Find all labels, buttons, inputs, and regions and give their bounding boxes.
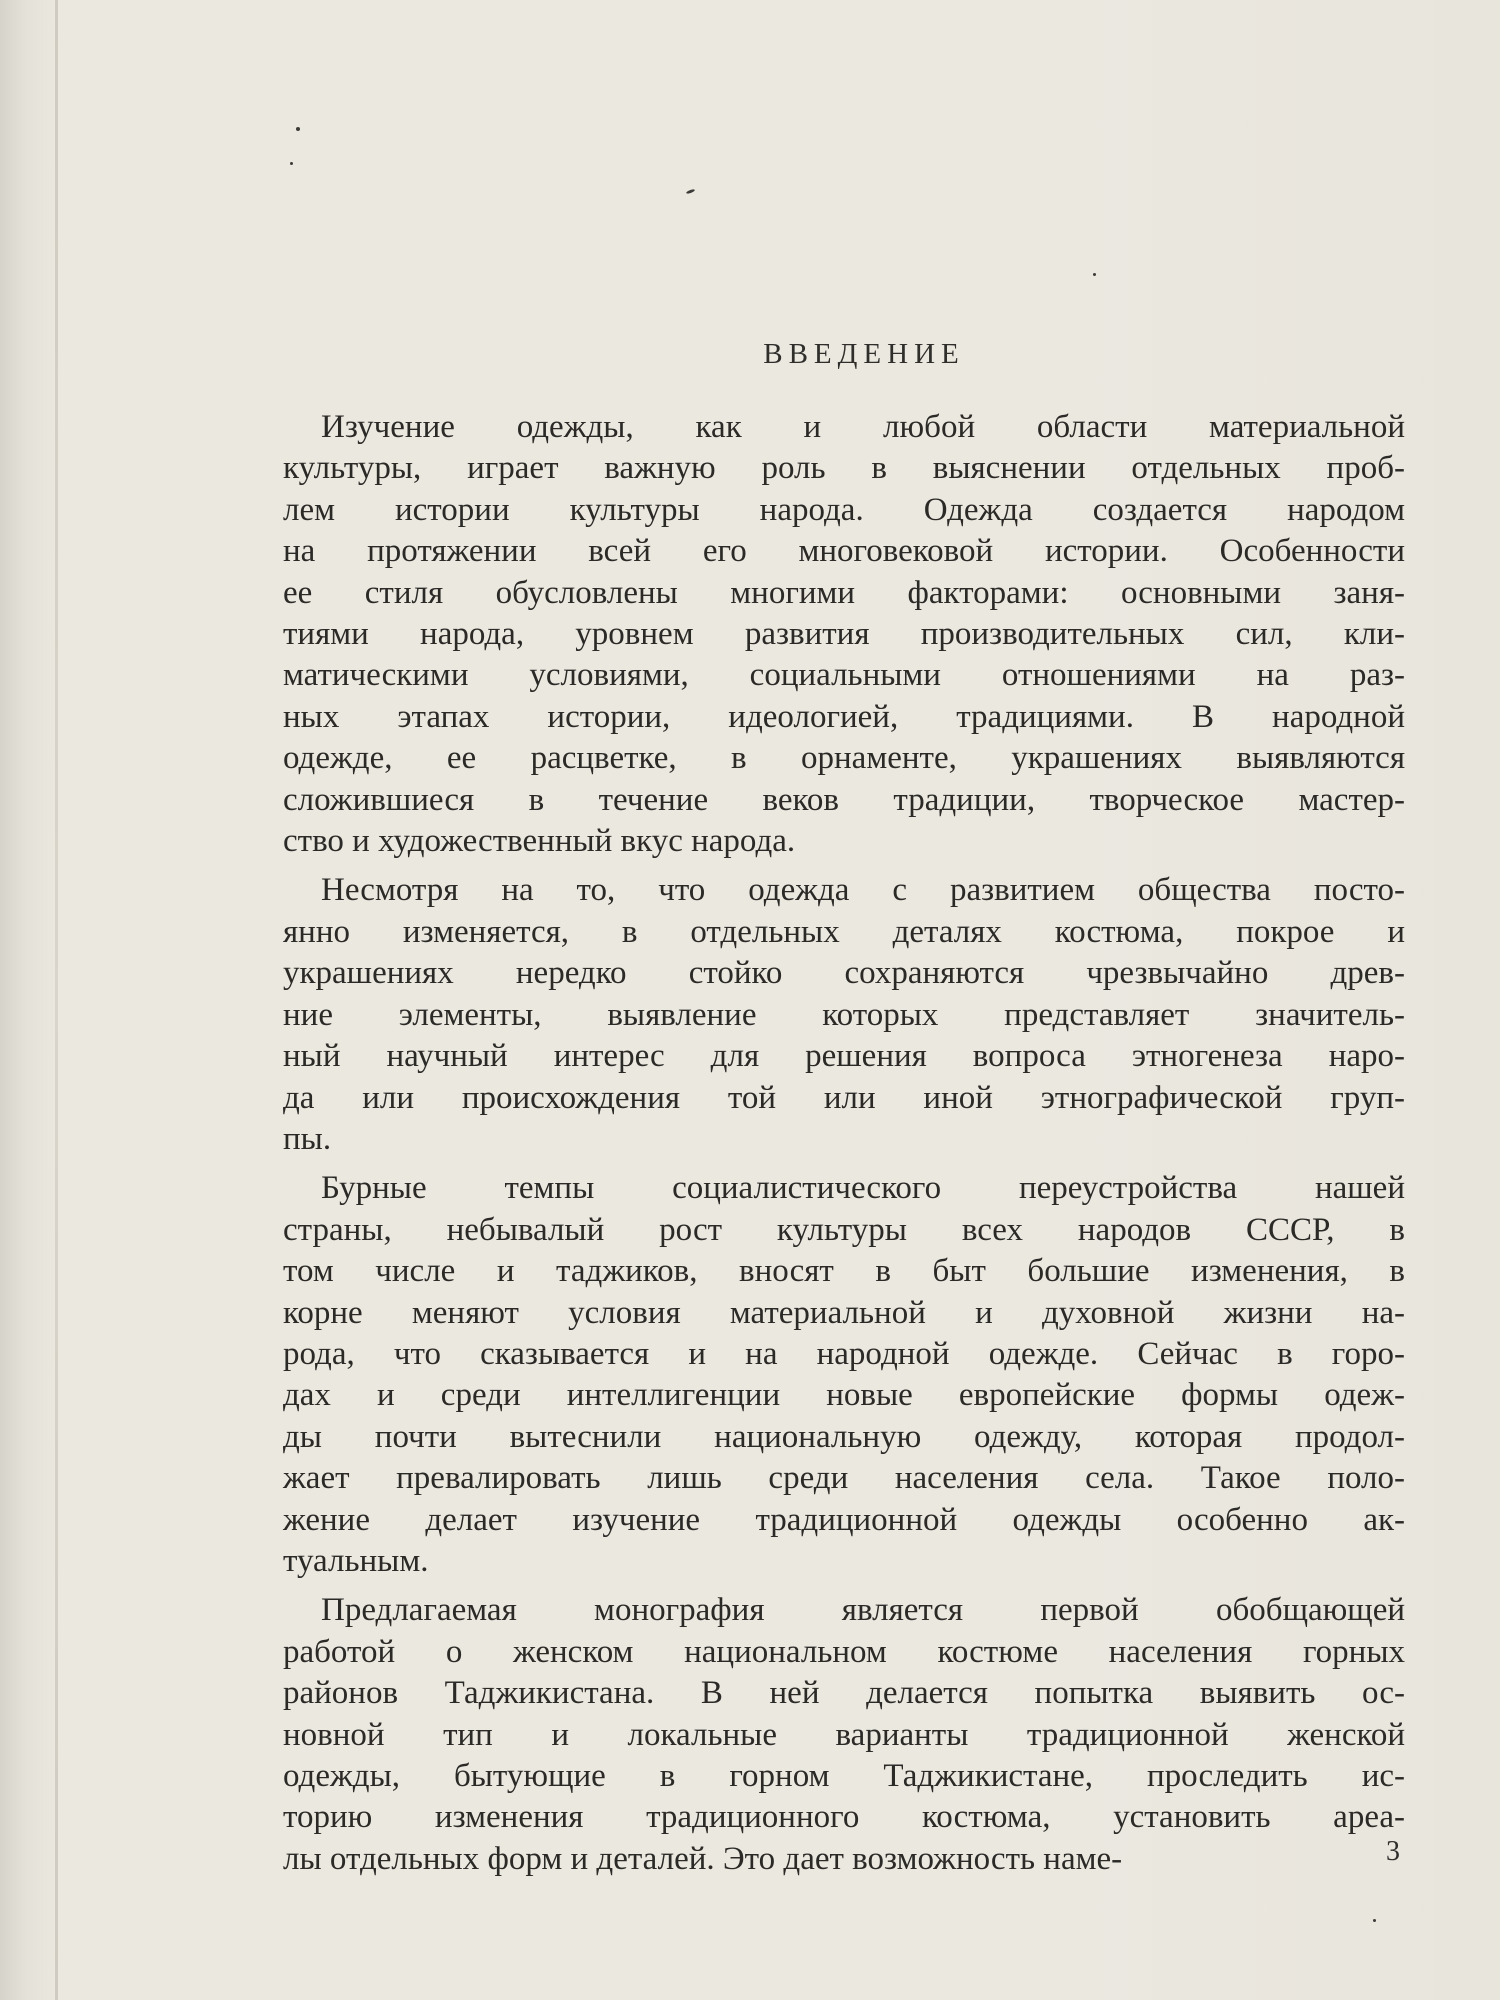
- text-line: жение делает изучение традиционной одежды особенно ак-: [283, 1501, 1405, 1538]
- text-line: лы отдельных форм и деталей. Это дает возможность наме-: [283, 1840, 1123, 1877]
- text-line: туальным.: [283, 1542, 429, 1579]
- text-line: одежде, ее расцветке, в орнаменте, украшениях выявляются: [283, 740, 1405, 777]
- text-line: ее стиля обусловлены многими факторами: основными заня-: [283, 574, 1405, 611]
- page-number: 3: [1386, 1836, 1400, 1867]
- text-line: ние элементы, выявление которых представляет значитель-: [283, 996, 1405, 1033]
- paragraph: [283, 870, 1405, 1160]
- text-line: сложившиеся в течение веков традиции, творческое мастер-: [283, 781, 1405, 818]
- text-line: том числе и таджиков, вносят в быт большие изменения, в: [283, 1253, 1405, 1290]
- print-speck: [1093, 273, 1096, 276]
- text-line: Несмотря на то, что одежда с развитием общества посто-: [321, 872, 1405, 909]
- text-line: украшениях нередко стойко сохраняются чрезвычайно древ-: [283, 955, 1405, 992]
- text-line: ных этапах истории, идеологией, традициями. В народной: [283, 698, 1405, 735]
- text-line: Предлагаемая монография является первой обобщающей: [321, 1592, 1405, 1629]
- text-line: тиями народа, уровнем развития производительных сил, кли-: [283, 616, 1405, 653]
- text-line: на протяжении всей его многовековой истории. Особенности: [283, 533, 1405, 570]
- text-line: корне меняют условия материальной и духовной жизни на-: [283, 1294, 1405, 1331]
- text-line: дах и среди интеллигенции новые европейские формы одеж-: [283, 1377, 1405, 1414]
- text-line: да или происхождения той или иной этнографической груп-: [283, 1079, 1405, 1116]
- text-line: районов Таджикистана. В ней делается попытка выявить ос-: [283, 1675, 1405, 1712]
- print-speck: [686, 189, 695, 195]
- text-line: Бурные темпы социалистического переустройства нашей: [321, 1170, 1405, 1207]
- text-line: культуры, играет важную роль в выяснении отдельных проб-: [283, 450, 1405, 487]
- text-line: ный научный интерес для решения вопроса этногенеза наро-: [283, 1038, 1405, 1075]
- text-line: ды почти вытеснили национальную одежду, которая продол-: [283, 1418, 1405, 1455]
- chapter-title: ВВЕДЕНИЕ: [763, 338, 965, 370]
- page-gutter-edge: [55, 0, 58, 2000]
- paragraph: [283, 1590, 1405, 1880]
- paragraph: [283, 407, 1405, 862]
- print-speck: [290, 162, 293, 165]
- text-line: работой о женском национальном костюме населения горных: [283, 1633, 1405, 1670]
- body-text: [283, 407, 1405, 1880]
- text-line: одежды, бытующие в горном Таджикистане, проследить ис-: [283, 1758, 1405, 1794]
- text-line: страны, небывалый рост культуры всех народов СССР, в: [283, 1211, 1405, 1248]
- text-line: новной тип и локальные варианты традиционной женской: [283, 1716, 1405, 1753]
- text-line: пы.: [283, 1120, 332, 1157]
- text-line: матическими условиями, социальными отношениями на раз-: [283, 657, 1405, 694]
- paragraph: [283, 1168, 1405, 1582]
- text-line: янно изменяется, в отдельных деталях костюма, покрое и: [283, 913, 1405, 950]
- text-line: рода, что сказывается и на народной одежде. Сейчас в горо-: [283, 1335, 1405, 1372]
- text-line: ство и художественный вкус народа.: [283, 823, 796, 860]
- print-speck: [296, 127, 300, 131]
- text-line: Изучение одежды, как и любой области материальной: [321, 409, 1405, 445]
- text-line: лем истории культуры народа. Одежда создается народом: [283, 491, 1405, 528]
- text-line: торию изменения традиционного костюма, установить ареа-: [283, 1799, 1405, 1836]
- page-text: [283, 338, 1405, 1888]
- print-speck: [1373, 1919, 1376, 1922]
- text-line: жает превалировать лишь среди населения села. Такое поло-: [283, 1460, 1405, 1497]
